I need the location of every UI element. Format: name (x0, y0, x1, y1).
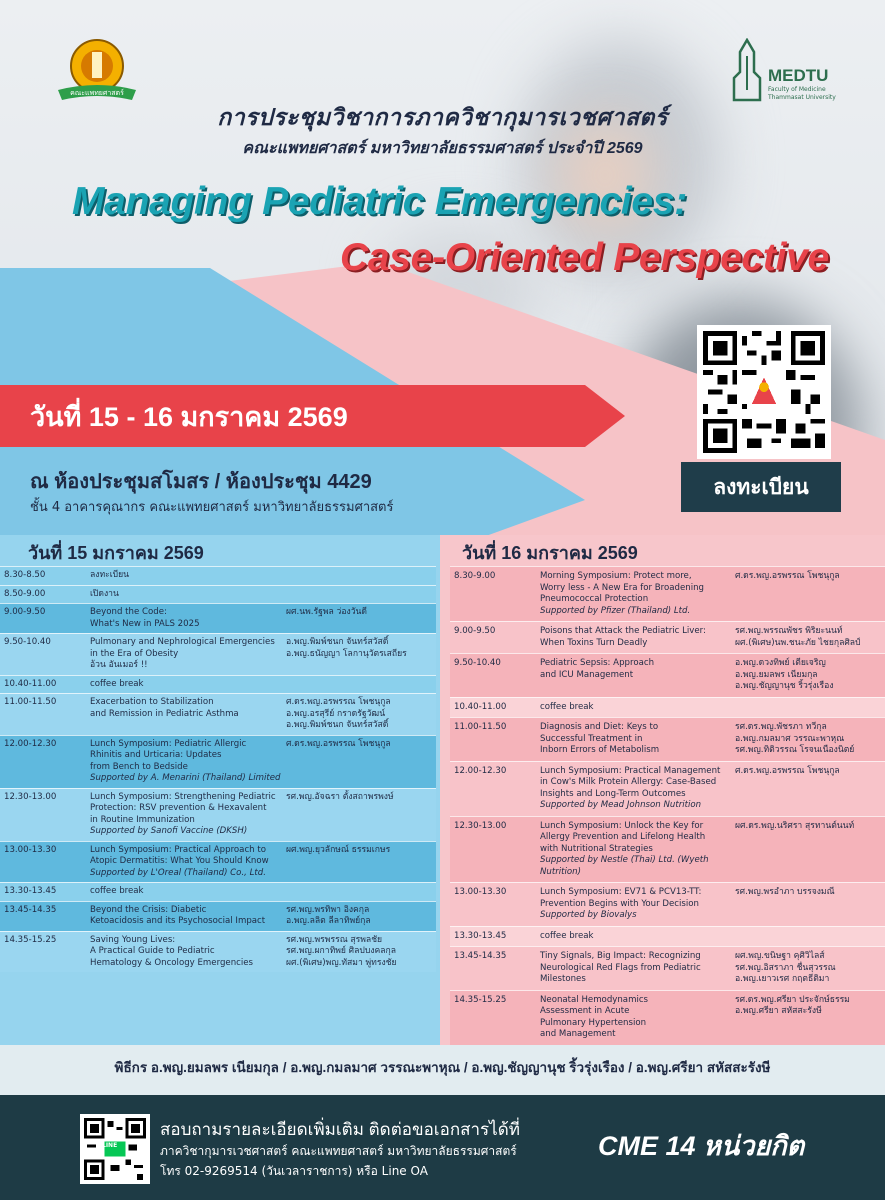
session-speaker: รศ.พญ.พรรณพัชร พิริยะนนท์ ผศ.(พิเศษ)นพ.ชนะภัย ไชยกุลศิลป์ (735, 626, 861, 648)
day1-row (0, 901, 436, 931)
session-title-block (90, 935, 286, 970)
session-time: 13.45-14.35 (4, 904, 57, 915)
session-time: 8.30-8.50 (4, 570, 46, 580)
session-sponsor: Supported by L'Oreal (Thailand) Co., Ltd. (90, 867, 266, 878)
line-qr-code[interactable] (80, 1114, 150, 1184)
session-time: 9.50-10.40 (4, 637, 51, 647)
venue-title: ณ ห้องประชุมสโมสร / ห้องประชุม 4429 (30, 471, 372, 493)
session-speaker: ศ.ดร.พญ.อรพรรณ โพชนุกูล (735, 571, 840, 581)
session-time: 11.00-11.50 (4, 697, 57, 707)
session-sponsor: Supported by Sanofi Vaccine (DKSH) (90, 826, 248, 836)
session-speaker: รศ.พญ.อัจฉรา ตั้งสถาพรพงษ์ (286, 791, 394, 802)
session-title: เปิดงาน (90, 588, 119, 599)
session-speaker: ผศ.พญ.ยุวลักษณ์ ธรรมเกษร (286, 844, 391, 855)
session-speaker (286, 570, 436, 582)
title-thai-sub: คณะแพทยศาสตร์ มหาวิทยาลัยธรรมศาสตร์ ประจำปี 2569 (242, 140, 643, 157)
session-speaker (735, 702, 885, 714)
session-speaker (286, 589, 436, 601)
session-title: Beyond the Code: What's New in PALS 2025 (90, 607, 200, 629)
session-time: 10.40-11.00 (4, 678, 57, 689)
session-sponsor: Supported by Nestle (Thai) Ltd. (Wyeth Nutrition) (540, 855, 709, 877)
session-time: 13.00-13.30 (454, 887, 507, 897)
session-sponsor: Supported by Pfizer (Thailand) Ltd. (540, 605, 691, 616)
register-qr-code[interactable] (697, 325, 831, 459)
session-speaker: รศ.พญ.พรทิพา อิงคกุล อ.พญ.ลลิต ลีลาทิพย์กุล (286, 904, 371, 926)
session-time: 9.50-10.40 (454, 658, 501, 668)
session-speaker: ผศ.นพ.รัฐพล ว่องวันดี (286, 607, 367, 617)
session-title: Lunch Symposium: EV71 & PCV13-TT: Prevention Begins with Your Decision (540, 887, 702, 909)
day2-row (450, 566, 885, 621)
session-title-block (90, 637, 286, 672)
day1-row (0, 585, 436, 604)
session-title-block (90, 679, 286, 691)
session-time: 13.00-13.30 (4, 844, 57, 855)
session-title-block (540, 702, 735, 714)
day1-row (0, 735, 436, 788)
session-time: 13.30-13.45 (454, 930, 507, 941)
session-title-block (540, 887, 735, 922)
session-title-block (90, 607, 286, 630)
session-sponsor: Supported by Biovalys (540, 910, 637, 920)
session-title: Lunch Symposium: Pediatric Allergic Rhinitis and Urticaria: Updates from Bench to Bedside (90, 738, 247, 772)
day2-row (450, 717, 885, 761)
session-speaker: รศ.พญ.พรพรรณ สุรพลชัย รศ.พญ.ผกาทิพย์ ศิลปบงคลกุล ผศ.(พิเศษ)พญ.ทัสมา พู่ทรงชัย (286, 934, 397, 968)
contact-department: ภาควิชากุมารเวชศาสตร์ คณะแพทยศาสตร์ มหาวิทยาลัยธรรมศาสตร์ (160, 1144, 517, 1158)
day2-row (450, 882, 885, 926)
session-title: Poisons that Attack the Pediatric Liver: When Toxins Turn Deadly (540, 626, 706, 648)
day2-row (450, 653, 885, 697)
session-title-block (540, 995, 735, 1041)
day2-heading: วันที่ 16 มกราคม 2569 (462, 543, 638, 563)
session-title: Lunch Symposium: Strengthening Pediatric Protection: RSV prevention & Hexavalent in Routine Immunization (90, 791, 276, 825)
session-title-block (540, 722, 735, 757)
day1-row (0, 788, 436, 841)
session-title-block (90, 886, 286, 898)
day1-heading: วันที่ 15 มกราคม 2569 (28, 543, 204, 563)
session-title: Pediatric Sepsis: Approach and ICU Management (540, 658, 655, 680)
title-english-1: Managing Pediatric Emergencies: (72, 180, 687, 223)
session-title-block (540, 571, 735, 617)
session-title-block (540, 626, 735, 649)
session-time: 12.30-13.00 (454, 820, 507, 831)
line-qr-icon (84, 1118, 146, 1180)
contact-phone: โทร 02-9269514 (วันเวลาราชการ) หรือ Line OA (160, 1164, 428, 1178)
medtu-logo (730, 38, 840, 108)
day2-row (450, 621, 885, 653)
session-speaker: อ.พญ.ดวงทิพย์ เตียเจริญ อ.พญ.ยมลพร เนียมกุล อ.พญ.ชัญญานุช ริ้วรุ่งเรือง (735, 658, 834, 691)
session-title: coffee break (90, 678, 144, 689)
session-speaker: ศ.ดร.พญ.อรพรรณ โพชนุกูล (286, 738, 391, 749)
session-time: 9.00-9.50 (4, 607, 46, 617)
session-speaker: ผศ.พญ.ขนิษฐา คุศิวิไลส์ รศ.พญ.อิสราภา ชื่นสุวรรณ อ.พญ.เยาวเรศ กฤตธีติมา (735, 951, 836, 984)
session-title-block (90, 792, 286, 838)
session-time: 8.30-9.00 (454, 571, 496, 581)
venue-detail: ชั้น 4 อาคารคุณากร คณะแพทยศาสตร์ มหาวิทยาลัยธรรมศาสตร์ (30, 500, 394, 515)
session-sponsor: Supported by A. Menarini (Thailand) Limited (90, 773, 281, 783)
session-title: Morning Symposium: Protect more, Worry less - A New Era for Broadening Pneumococcal Protection (540, 571, 705, 604)
session-title: Exacerbation to Stabilization and Remission in Pediatric Asthma (90, 697, 239, 719)
moderators: พิธีกร อ.พญ.ยมลพร เนียมกุล / อ.พญ.กมลมาศ วรรณะพาหุณ / อ.พญ.ชัญญานุช ริ้วรุ่งเรือง / อ.พญ.ศรียา สหัสสะรังษี (114, 1060, 771, 1075)
medtu-name: MEDTU (768, 66, 829, 85)
day1-row (0, 603, 436, 633)
session-speaker (735, 931, 885, 943)
session-title-block (90, 570, 286, 582)
session-title-block (540, 931, 735, 943)
session-speaker: อ.พญ.พิมพ์ชนก จันทร์สวัสดิ์ อ.พญ.ธนัญญา โลกานุวัตรเสถียร (286, 637, 407, 659)
session-title-block (540, 766, 735, 812)
session-sponsor: Supported by Mead Johnson Nutrition (540, 800, 702, 810)
session-speaker: รศ.ดร.พญ.ศรียา ประจักษ์ธรรม อ.พญ.ศรียา สหัสสะรังษี (735, 994, 850, 1016)
day2-row (450, 761, 885, 816)
session-time: 9.00-9.50 (454, 626, 496, 636)
day2-row (450, 697, 885, 718)
session-title-block (90, 905, 286, 928)
session-title: coffee break (540, 701, 594, 712)
session-title: Saving Young Lives: A Practical Guide to Pediatric Hematology & Oncology Emergencies (90, 934, 254, 968)
session-title: Lunch Symposium: Practical Approach to Atopic Dermatitis: What You Should Know (90, 844, 269, 866)
event-date-banner: วันที่ 15 - 16 มกราคม 2569 (30, 401, 348, 432)
day1-row (0, 693, 436, 735)
day1-row (0, 931, 436, 973)
session-speaker: รศ.ดร.พญ.พัชรภา ทวีกุล อ.พญ.กมลมาศ วรรณะพาหุณ รศ.พญ.ทิติวรรณ โรจนเนืองนิตย์ (735, 722, 855, 755)
session-title-block (540, 658, 735, 693)
session-time: 11.00-11.50 (454, 722, 507, 732)
session-title-block (540, 821, 735, 879)
session-title: Pulmonary and Nephrological Emergencies in the Era of Obesity อ้วน อันเมอร์ !! (90, 637, 275, 670)
session-time: 8.50-9.00 (4, 588, 46, 599)
session-time: 12.30-13.00 (4, 791, 57, 802)
session-title-block (90, 845, 286, 880)
session-title: Tiny Signals, Big Impact: Recognizing Neurological Red Flags from Pediatric Milestones (540, 951, 701, 984)
session-time: 12.00-12.30 (454, 765, 507, 776)
day2-row (450, 816, 885, 883)
session-title: coffee break (90, 886, 144, 896)
session-time: 13.45-14.35 (454, 951, 507, 961)
session-title: coffee break (540, 930, 594, 941)
medtu-sub2: Thammasat University (768, 94, 836, 101)
session-title: Beyond the Crisis: Diabetic Ketoacidosis and its Psychosocial Impact (90, 904, 266, 926)
title-thai-main: การประชุมวิชาการภาควิชากุมารเวชศาสตร์ (217, 104, 668, 130)
day2-schedule (450, 566, 885, 1045)
session-title: ลงทะเบียน (90, 570, 130, 580)
session-speaker (286, 679, 436, 691)
session-title: Diagnosis and Diet: Keys to Successful Treatment in Inborn Errors of Metabolism (540, 722, 660, 755)
session-time: 10.40-11.00 (454, 701, 507, 712)
session-time: 12.00-12.30 (4, 738, 57, 749)
day1-schedule (0, 566, 436, 972)
day2-row (450, 926, 885, 947)
session-title-block (90, 739, 286, 785)
session-time: 14.35-15.25 (4, 934, 57, 945)
qr-code-icon (703, 331, 825, 453)
day2-row (450, 946, 885, 990)
session-speaker: ผศ.ดร.พญ.นริศรา สุรทานต์นนท์ (735, 820, 855, 831)
day1-row (0, 566, 436, 585)
session-title-block (90, 697, 286, 732)
contact-heading: สอบถามรายละเอียดเพิ่มเติม ติดต่อขอเอกสารได้ที่ (160, 1120, 520, 1139)
title-english-2: Case-Oriented Perspective (340, 236, 829, 279)
day1-row (0, 633, 436, 675)
session-title-block (90, 589, 286, 601)
session-title-block (540, 951, 735, 986)
day1-row (0, 675, 436, 694)
session-speaker: ศ.ดร.พญ.อรพรรณ โพชนุกูล (735, 765, 840, 776)
line-label: LINE (102, 1142, 118, 1149)
session-speaker (286, 886, 436, 898)
day1-row (0, 841, 436, 883)
faculty-seal-logo (52, 38, 142, 106)
session-time: 13.30-13.45 (4, 886, 57, 896)
cme-credits: CME 14 หน่วยกิต (598, 1131, 805, 1161)
session-speaker: ศ.ดร.พญ.อรพรรณ โพชนุกูล อ.พญ.อรสุรีย์ กราดรัฐวัฒน์ อ.พญ.พิมพ์ชนก จันทร์สวัสดิ์ (286, 697, 391, 730)
day2-row (450, 990, 885, 1045)
session-title: Lunch Symposium: Practical Management in Cow's Milk Protein Allergy: Case-Based Insights and Long-Term Outcomes (540, 765, 721, 799)
day1-row (0, 882, 436, 901)
session-speaker: รศ.พญ.พรอำภา บรรจงมณี (735, 887, 835, 897)
session-time: 14.35-15.25 (454, 994, 507, 1005)
logo-left-text: คณะแพทยศาสตร์ (70, 89, 124, 97)
register-button[interactable]: ลงทะเบียน (681, 462, 841, 512)
medtu-sub1: Faculty of Medicine (768, 86, 826, 93)
session-title: Lunch Symposium: Unlock the Key for Allergy Prevention and Lifelong Health with Nutritional Strategies (540, 820, 706, 854)
session-title: Neonatal Hemodynamics Assessment in Acute Pulmonary Hypertension and Management (540, 994, 649, 1039)
